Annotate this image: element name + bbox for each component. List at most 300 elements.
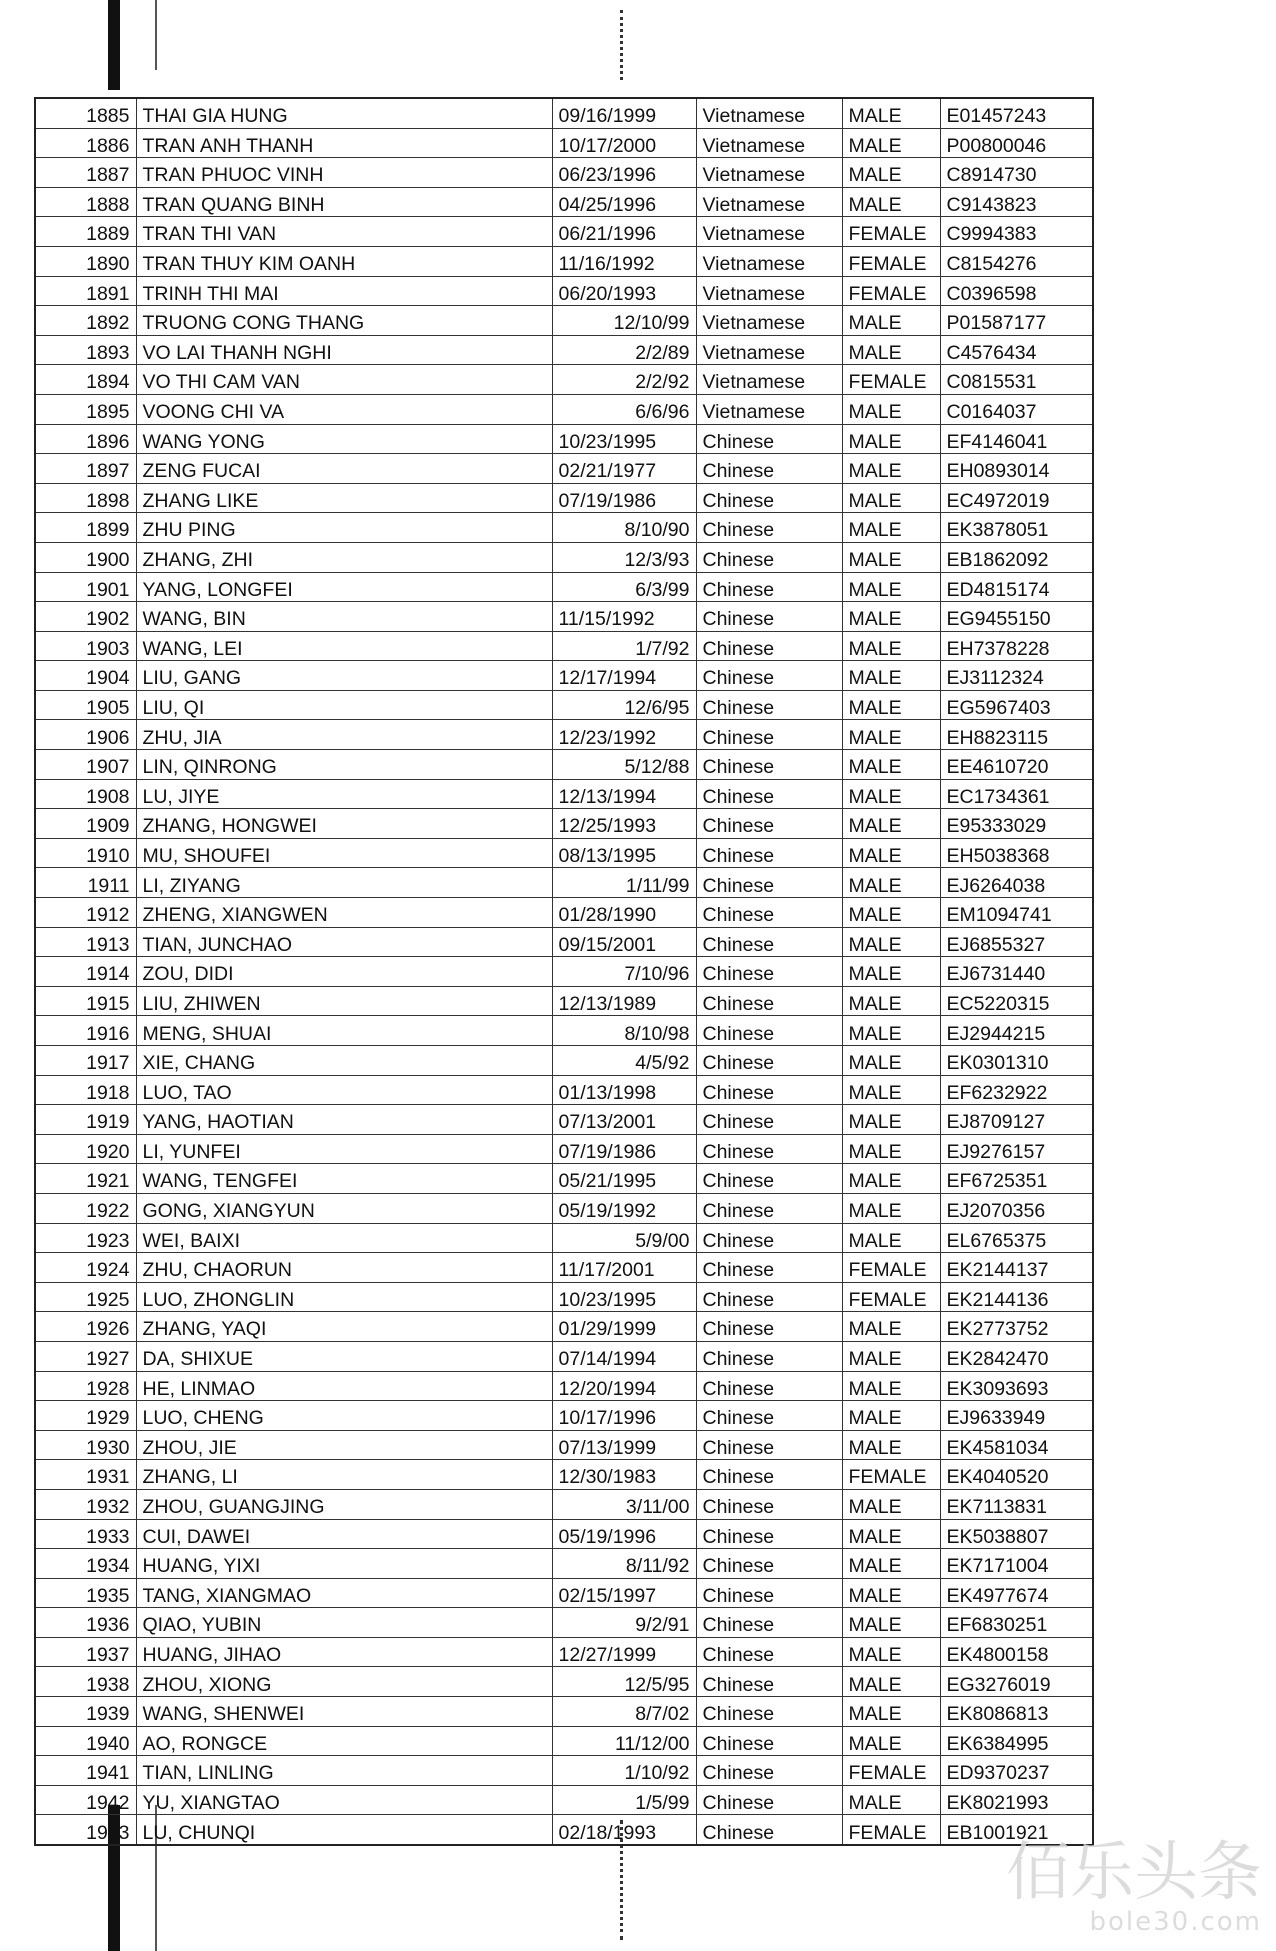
row-number-cell: 1925 <box>35 1282 136 1312</box>
row-number-cell: 1903 <box>35 631 136 661</box>
passport-number-cell: EH8823115 <box>940 720 1093 750</box>
passport-number-cell: C0396598 <box>940 276 1093 306</box>
date-of-birth-cell: 2/2/92 <box>552 365 696 395</box>
row-number-cell: 1901 <box>35 572 136 602</box>
row-number-cell: 1912 <box>35 898 136 928</box>
row-number-cell: 1897 <box>35 454 136 484</box>
person-name-cell: MU, SHOUFEI <box>136 838 552 868</box>
table-row <box>35 1519 1093 1549</box>
date-of-birth-cell: 07/13/2001 <box>552 1105 696 1135</box>
sex-cell: MALE <box>842 187 940 217</box>
date-of-birth-cell: 12/17/1994 <box>552 661 696 691</box>
nationality-cell: Chinese <box>696 720 842 750</box>
passport-number-cell: EJ6855327 <box>940 927 1093 957</box>
sex-cell: MALE <box>842 957 940 987</box>
sex-cell: MALE <box>842 572 940 602</box>
table-row <box>35 1430 1093 1460</box>
person-name-cell: WANG, BIN <box>136 602 552 632</box>
date-of-birth-cell: 02/18/1993 <box>552 1815 696 1845</box>
sex-cell: FEMALE <box>842 365 940 395</box>
passport-number-cell: EH0893014 <box>940 454 1093 484</box>
nationality-cell: Chinese <box>696 1519 842 1549</box>
nationality-cell: Chinese <box>696 1549 842 1579</box>
sex-cell: MALE <box>842 1608 940 1638</box>
person-name-cell: ZHU PING <box>136 513 552 543</box>
table-row <box>35 542 1093 572</box>
table-row <box>35 1460 1093 1490</box>
table-row <box>35 1075 1093 1105</box>
table-row <box>35 986 1093 1016</box>
row-number-cell: 1923 <box>35 1223 136 1253</box>
person-name-cell: ZHOU, JIE <box>136 1430 552 1460</box>
date-of-birth-cell: 01/13/1998 <box>552 1075 696 1105</box>
passport-number-cell: C8914730 <box>940 158 1093 188</box>
date-of-birth-cell: 12/23/1992 <box>552 720 696 750</box>
nationality-cell: Chinese <box>696 779 842 809</box>
nationality-cell: Chinese <box>696 631 842 661</box>
table-row <box>35 306 1093 336</box>
person-name-cell: WANG, SHENWEI <box>136 1697 552 1727</box>
table-row <box>35 602 1093 632</box>
person-name-cell: ZHANG, HONGWEI <box>136 809 552 839</box>
row-number-cell: 1917 <box>35 1046 136 1076</box>
sex-cell: MALE <box>842 1578 940 1608</box>
date-of-birth-cell: 07/19/1986 <box>552 483 696 513</box>
nationality-cell: Chinese <box>696 1785 842 1815</box>
person-name-cell: TIAN, LINLING <box>136 1756 552 1786</box>
nationality-cell: Chinese <box>696 690 842 720</box>
person-name-cell: ZENG FUCAI <box>136 454 552 484</box>
nationality-cell: Chinese <box>696 957 842 987</box>
row-number-cell: 1918 <box>35 1075 136 1105</box>
nationality-cell: Chinese <box>696 1608 842 1638</box>
row-number-cell: 1928 <box>35 1371 136 1401</box>
table-row <box>35 1785 1093 1815</box>
row-number-cell: 1891 <box>35 276 136 306</box>
table-row <box>35 483 1093 513</box>
row-number-cell: 1934 <box>35 1549 136 1579</box>
nationality-cell: Chinese <box>696 1341 842 1371</box>
row-number-cell: 1932 <box>35 1489 136 1519</box>
nationality-cell: Chinese <box>696 1105 842 1135</box>
table-row <box>35 335 1093 365</box>
sex-cell: MALE <box>842 661 940 691</box>
row-number-cell: 1905 <box>35 690 136 720</box>
sex-cell: MALE <box>842 1193 940 1223</box>
sex-cell: MALE <box>842 1697 940 1727</box>
date-of-birth-cell: 09/15/2001 <box>552 927 696 957</box>
table-row <box>35 1223 1093 1253</box>
date-of-birth-cell: 12/6/95 <box>552 690 696 720</box>
nationality-cell: Chinese <box>696 1726 842 1756</box>
passport-number-cell: EM1094741 <box>940 898 1093 928</box>
table-row <box>35 128 1093 158</box>
passport-number-cell: EJ6731440 <box>940 957 1093 987</box>
row-number-cell: 1908 <box>35 779 136 809</box>
date-of-birth-cell: 11/12/00 <box>552 1726 696 1756</box>
sex-cell: MALE <box>842 128 940 158</box>
passport-number-cell: EK8021993 <box>940 1785 1093 1815</box>
date-of-birth-cell: 12/20/1994 <box>552 1371 696 1401</box>
nationality-cell: Chinese <box>696 1282 842 1312</box>
row-number-cell: 1916 <box>35 1016 136 1046</box>
sex-cell: MALE <box>842 868 940 898</box>
sex-cell: MALE <box>842 1164 940 1194</box>
person-name-cell: LUO, TAO <box>136 1075 552 1105</box>
date-of-birth-cell: 9/2/91 <box>552 1608 696 1638</box>
sex-cell: MALE <box>842 779 940 809</box>
date-of-birth-cell: 1/10/92 <box>552 1756 696 1786</box>
sex-cell: MALE <box>842 750 940 780</box>
person-name-cell: LUO, ZHONGLIN <box>136 1282 552 1312</box>
date-of-birth-cell: 07/13/1999 <box>552 1430 696 1460</box>
row-number-cell: 1892 <box>35 306 136 336</box>
person-name-cell: VOONG CHI VA <box>136 394 552 424</box>
person-name-cell: THAI GIA HUNG <box>136 98 552 128</box>
sex-cell: MALE <box>842 986 940 1016</box>
passport-number-cell: EF6232922 <box>940 1075 1093 1105</box>
sex-cell: MALE <box>842 1489 940 1519</box>
date-of-birth-cell: 7/10/96 <box>552 957 696 987</box>
table-row <box>35 276 1093 306</box>
person-name-cell: HE, LINMAO <box>136 1371 552 1401</box>
person-name-cell: ZHANG, LI <box>136 1460 552 1490</box>
sex-cell: MALE <box>842 720 940 750</box>
nationality-cell: Chinese <box>696 1401 842 1431</box>
passport-number-cell: EK8086813 <box>940 1697 1093 1727</box>
person-name-cell: ZHANG, YAQI <box>136 1312 552 1342</box>
row-number-cell: 1927 <box>35 1341 136 1371</box>
sex-cell: MALE <box>842 1785 940 1815</box>
table-row <box>35 809 1093 839</box>
passport-number-cell: E01457243 <box>940 98 1093 128</box>
person-name-cell: GONG, XIANGYUN <box>136 1193 552 1223</box>
row-number-cell: 1915 <box>35 986 136 1016</box>
row-number-cell: 1943 <box>35 1815 136 1845</box>
table-row <box>35 838 1093 868</box>
date-of-birth-cell: 3/11/00 <box>552 1489 696 1519</box>
sex-cell: MALE <box>842 631 940 661</box>
date-of-birth-cell: 12/25/1993 <box>552 809 696 839</box>
passport-number-cell: EK2144136 <box>940 1282 1093 1312</box>
nationality-cell: Vietnamese <box>696 394 842 424</box>
nationality-cell: Chinese <box>696 602 842 632</box>
person-name-cell: LUO, CHENG <box>136 1401 552 1431</box>
row-number-cell: 1926 <box>35 1312 136 1342</box>
nationality-cell: Chinese <box>696 838 842 868</box>
row-number-cell: 1887 <box>35 158 136 188</box>
person-name-cell: QIAO, YUBIN <box>136 1608 552 1638</box>
row-number-cell: 1941 <box>35 1756 136 1786</box>
date-of-birth-cell: 02/21/1977 <box>552 454 696 484</box>
sex-cell: FEMALE <box>842 246 940 276</box>
nationality-cell: Chinese <box>696 986 842 1016</box>
person-name-cell: TRAN PHUOC VINH <box>136 158 552 188</box>
table-row <box>35 1016 1093 1046</box>
passport-number-cell: EJ8709127 <box>940 1105 1093 1135</box>
row-number-cell: 1894 <box>35 365 136 395</box>
row-number-cell: 1895 <box>35 394 136 424</box>
nationality-cell: Vietnamese <box>696 158 842 188</box>
sex-cell: MALE <box>842 424 940 454</box>
passport-number-cell: EK6384995 <box>940 1726 1093 1756</box>
sex-cell: MALE <box>842 542 940 572</box>
date-of-birth-cell: 09/16/1999 <box>552 98 696 128</box>
sex-cell: MALE <box>842 98 940 128</box>
sex-cell: MALE <box>842 1371 940 1401</box>
passport-number-cell: EK2144137 <box>940 1253 1093 1283</box>
passport-number-cell: EJ2944215 <box>940 1016 1093 1046</box>
person-name-cell: ZHANG, ZHI <box>136 542 552 572</box>
table-row <box>35 246 1093 276</box>
date-of-birth-cell: 5/12/88 <box>552 750 696 780</box>
table-row <box>35 720 1093 750</box>
row-number-cell: 1920 <box>35 1134 136 1164</box>
date-of-birth-cell: 05/21/1995 <box>552 1164 696 1194</box>
row-number-cell: 1922 <box>35 1193 136 1223</box>
watermark: 佰乐头条 bole30.com <box>1006 1836 1262 1937</box>
person-name-cell: ZHU, CHAORUN <box>136 1253 552 1283</box>
table-row <box>35 1371 1093 1401</box>
nationality-cell: Chinese <box>696 661 842 691</box>
nationality-cell: Chinese <box>696 927 842 957</box>
date-of-birth-cell: 1/5/99 <box>552 1785 696 1815</box>
sex-cell: MALE <box>842 838 940 868</box>
sex-cell: FEMALE <box>842 1756 940 1786</box>
table-row <box>35 1105 1093 1135</box>
nationality-cell: Chinese <box>696 1046 842 1076</box>
nationality-cell: Chinese <box>696 572 842 602</box>
person-name-cell: LIU, ZHIWEN <box>136 986 552 1016</box>
sex-cell: MALE <box>842 306 940 336</box>
date-of-birth-cell: 8/10/90 <box>552 513 696 543</box>
table-row <box>35 1726 1093 1756</box>
date-of-birth-cell: 10/23/1995 <box>552 1282 696 1312</box>
passenger-roster-table <box>34 97 1094 1846</box>
passport-number-cell: EF6725351 <box>940 1164 1093 1194</box>
row-number-cell: 1898 <box>35 483 136 513</box>
person-name-cell: ZHOU, XIONG <box>136 1667 552 1697</box>
passport-number-cell: P01587177 <box>940 306 1093 336</box>
date-of-birth-cell: 10/23/1995 <box>552 424 696 454</box>
binder-mark-top <box>108 0 120 90</box>
person-name-cell: LIU, GANG <box>136 661 552 691</box>
nationality-cell: Chinese <box>696 1756 842 1786</box>
nationality-cell: Chinese <box>696 1460 842 1490</box>
sex-cell: MALE <box>842 1341 940 1371</box>
person-name-cell: ZHOU, GUANGJING <box>136 1489 552 1519</box>
nationality-cell: Vietnamese <box>696 276 842 306</box>
passport-number-cell: EB1001921 <box>940 1815 1093 1845</box>
sex-cell: MALE <box>842 483 940 513</box>
person-name-cell: TRUONG CONG THANG <box>136 306 552 336</box>
row-number-cell: 1899 <box>35 513 136 543</box>
passport-number-cell: EF4146041 <box>940 424 1093 454</box>
passport-number-cell: EB1862092 <box>940 542 1093 572</box>
sex-cell: MALE <box>842 1667 940 1697</box>
scan-line-top <box>155 0 157 70</box>
nationality-cell: Chinese <box>696 1193 842 1223</box>
person-name-cell: WEI, BAIXI <box>136 1223 552 1253</box>
table-row <box>35 957 1093 987</box>
table-row <box>35 750 1093 780</box>
sex-cell: MALE <box>842 454 940 484</box>
person-name-cell: TRAN QUANG BINH <box>136 187 552 217</box>
person-name-cell: TRINH THI MAI <box>136 276 552 306</box>
person-name-cell: CUI, DAWEI <box>136 1519 552 1549</box>
table-row <box>35 1046 1093 1076</box>
person-name-cell: VO THI CAM VAN <box>136 365 552 395</box>
nationality-cell: Chinese <box>696 1312 842 1342</box>
person-name-cell: WANG, LEI <box>136 631 552 661</box>
sex-cell: MALE <box>842 1016 940 1046</box>
row-number-cell: 1906 <box>35 720 136 750</box>
date-of-birth-cell: 07/19/1986 <box>552 1134 696 1164</box>
table-row <box>35 1312 1093 1342</box>
passport-number-cell: EJ2070356 <box>940 1193 1093 1223</box>
row-number-cell: 1888 <box>35 187 136 217</box>
date-of-birth-cell: 6/3/99 <box>552 572 696 602</box>
row-number-cell: 1919 <box>35 1105 136 1135</box>
table-row <box>35 1637 1093 1667</box>
sex-cell: FEMALE <box>842 1282 940 1312</box>
row-number-cell: 1936 <box>35 1608 136 1638</box>
passport-number-cell: EJ9633949 <box>940 1401 1093 1431</box>
nationality-cell: Chinese <box>696 1637 842 1667</box>
table-row <box>35 1193 1093 1223</box>
row-number-cell: 1938 <box>35 1667 136 1697</box>
nationality-cell: Chinese <box>696 1164 842 1194</box>
row-number-cell: 1913 <box>35 927 136 957</box>
table-row <box>35 1282 1093 1312</box>
nationality-cell: Vietnamese <box>696 128 842 158</box>
passport-number-cell: EK7113831 <box>940 1489 1093 1519</box>
row-number-cell: 1937 <box>35 1637 136 1667</box>
person-name-cell: TRAN THI VAN <box>136 217 552 247</box>
person-name-cell: AO, RONGCE <box>136 1726 552 1756</box>
passport-number-cell: C9994383 <box>940 217 1093 247</box>
passport-number-cell: ED4815174 <box>940 572 1093 602</box>
table-row <box>35 1578 1093 1608</box>
table-row <box>35 1401 1093 1431</box>
row-number-cell: 1910 <box>35 838 136 868</box>
nationality-cell: Vietnamese <box>696 365 842 395</box>
sex-cell: FEMALE <box>842 1253 940 1283</box>
nationality-cell: Chinese <box>696 1578 842 1608</box>
table-row <box>35 1756 1093 1786</box>
passport-number-cell: EH5038368 <box>940 838 1093 868</box>
table-row <box>35 1697 1093 1727</box>
date-of-birth-cell: 01/28/1990 <box>552 898 696 928</box>
row-number-cell: 1889 <box>35 217 136 247</box>
date-of-birth-cell: 8/7/02 <box>552 1697 696 1727</box>
table-row <box>35 572 1093 602</box>
date-of-birth-cell: 02/15/1997 <box>552 1578 696 1608</box>
table-row <box>35 217 1093 247</box>
nationality-cell: Chinese <box>696 424 842 454</box>
row-number-cell: 1909 <box>35 809 136 839</box>
person-name-cell: YANG, LONGFEI <box>136 572 552 602</box>
row-number-cell: 1921 <box>35 1164 136 1194</box>
sex-cell: MALE <box>842 158 940 188</box>
sex-cell: MALE <box>842 1549 940 1579</box>
sex-cell: MALE <box>842 513 940 543</box>
row-number-cell: 1914 <box>35 957 136 987</box>
table-row <box>35 1667 1093 1697</box>
date-of-birth-cell: 06/20/1993 <box>552 276 696 306</box>
nationality-cell: Chinese <box>696 1697 842 1727</box>
date-of-birth-cell: 10/17/2000 <box>552 128 696 158</box>
table-row <box>35 454 1093 484</box>
date-of-birth-cell: 12/27/1999 <box>552 1637 696 1667</box>
date-of-birth-cell: 12/13/1994 <box>552 779 696 809</box>
nationality-cell: Chinese <box>696 1430 842 1460</box>
person-name-cell: HUANG, JIHAO <box>136 1637 552 1667</box>
passport-number-cell: EC5220315 <box>940 986 1093 1016</box>
table-row <box>35 1134 1093 1164</box>
passport-number-cell: EK4040520 <box>940 1460 1093 1490</box>
table-row <box>35 1608 1093 1638</box>
person-name-cell: LU, JIYE <box>136 779 552 809</box>
row-number-cell: 1904 <box>35 661 136 691</box>
person-name-cell: TANG, XIANGMAO <box>136 1578 552 1608</box>
nationality-cell: Chinese <box>696 513 842 543</box>
date-of-birth-cell: 11/15/1992 <box>552 602 696 632</box>
person-name-cell: ZHANG LIKE <box>136 483 552 513</box>
row-number-cell: 1929 <box>35 1401 136 1431</box>
sex-cell: MALE <box>842 927 940 957</box>
sex-cell: MALE <box>842 602 940 632</box>
passport-number-cell: EK2842470 <box>940 1341 1093 1371</box>
nationality-cell: Chinese <box>696 454 842 484</box>
sex-cell: MALE <box>842 1519 940 1549</box>
person-name-cell: HUANG, YIXI <box>136 1549 552 1579</box>
passport-number-cell: EC4972019 <box>940 483 1093 513</box>
row-number-cell: 1907 <box>35 750 136 780</box>
sex-cell: MALE <box>842 690 940 720</box>
row-number-cell: 1885 <box>35 98 136 128</box>
date-of-birth-cell: 5/9/00 <box>552 1223 696 1253</box>
date-of-birth-cell: 12/10/99 <box>552 306 696 336</box>
sex-cell: MALE <box>842 1637 940 1667</box>
sex-cell: MALE <box>842 1105 940 1135</box>
sex-cell: MALE <box>842 1075 940 1105</box>
passport-number-cell: EF6830251 <box>940 1608 1093 1638</box>
sex-cell: FEMALE <box>842 1815 940 1845</box>
nationality-cell: Vietnamese <box>696 306 842 336</box>
person-name-cell: WANG, TENGFEI <box>136 1164 552 1194</box>
table-row <box>35 1253 1093 1283</box>
table-row <box>35 661 1093 691</box>
row-number-cell: 1911 <box>35 868 136 898</box>
date-of-birth-cell: 1/11/99 <box>552 868 696 898</box>
person-name-cell: LI, YUNFEI <box>136 1134 552 1164</box>
person-name-cell: LU, CHUNQI <box>136 1815 552 1845</box>
person-name-cell: LIU, QI <box>136 690 552 720</box>
date-of-birth-cell: 6/6/96 <box>552 394 696 424</box>
row-number-cell: 1930 <box>35 1430 136 1460</box>
table-row <box>35 424 1093 454</box>
person-name-cell: LIN, QINRONG <box>136 750 552 780</box>
date-of-birth-cell: 12/5/95 <box>552 1667 696 1697</box>
date-of-birth-cell: 11/17/2001 <box>552 1253 696 1283</box>
nationality-cell: Vietnamese <box>696 187 842 217</box>
passport-number-cell: C0815531 <box>940 365 1093 395</box>
passport-number-cell: C9143823 <box>940 187 1093 217</box>
row-number-cell: 1900 <box>35 542 136 572</box>
nationality-cell: Chinese <box>696 809 842 839</box>
person-name-cell: TRAN ANH THANH <box>136 128 552 158</box>
